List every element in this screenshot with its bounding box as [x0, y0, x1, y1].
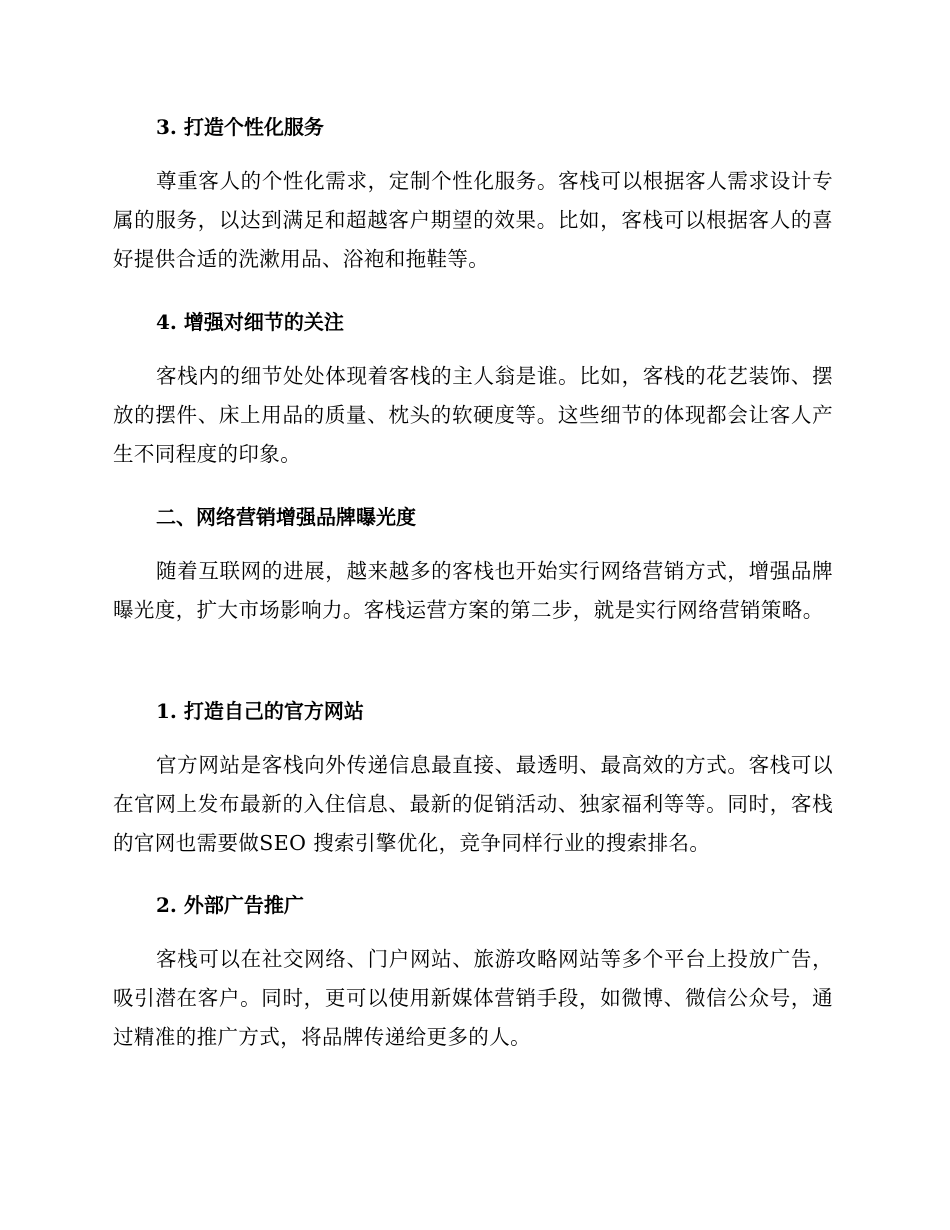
section-heading-external-ads: 2. 外部广告推广 [156, 893, 304, 917]
section-heading-detail-attention: 4. 增强对细节的关注 [156, 310, 344, 334]
paragraph-personalized-service: 尊重客人的个性化需求，定制个性化服务。客栈可以根据客人需求设计专属的服务，以达到满足和超越客户期望的效果。比如，客栈可以根据客人的喜好提供合适的洗漱用品、浴袍和拖鞋等。 [113, 169, 833, 271]
paragraph-detail-attention: 客栈内的细节处处体现着客栈的主人翁是谁。比如，客栈的花艺装饰、摆放的摆件、床上用品的质量、枕头的软硬度等。这些细节的体现都会让客人产生不同程度的印象。 [113, 364, 833, 466]
section-heading-online-marketing: 二、网络营销增强品牌曝光度 [156, 505, 416, 529]
section-heading-personalized-service: 3. 打造个性化服务 [156, 115, 324, 139]
paragraph-external-ads: 客栈可以在社交网络、门户网站、旅游攻略网站等多个平台上投放广告，吸引潜在客户。同时，更可以使用新媒体营销手段，如微博、微信公众号，通过精准的推广方式，将品牌传递给更多的人。 [113, 947, 833, 1049]
paragraph-online-marketing: 随着互联网的进展，越来越多的客栈也开始实行网络营销方式，增强品牌曝光度，扩大市场影响力。客栈运营方案的第二步，就是实行网络营销策略。 [113, 559, 833, 622]
paragraph-official-website: 官方网站是客栈向外传递信息最直接、最透明、最高效的方式。客栈可以在官网上发布最新的入住信息、最新的促销活动、独家福利等等。同时，客栈的官网也需要做SEO 搜索引擎优化，竞争同样行业的搜索排名。 [113, 753, 833, 855]
section-heading-official-website: 1. 打造自己的官方网站 [156, 699, 364, 723]
